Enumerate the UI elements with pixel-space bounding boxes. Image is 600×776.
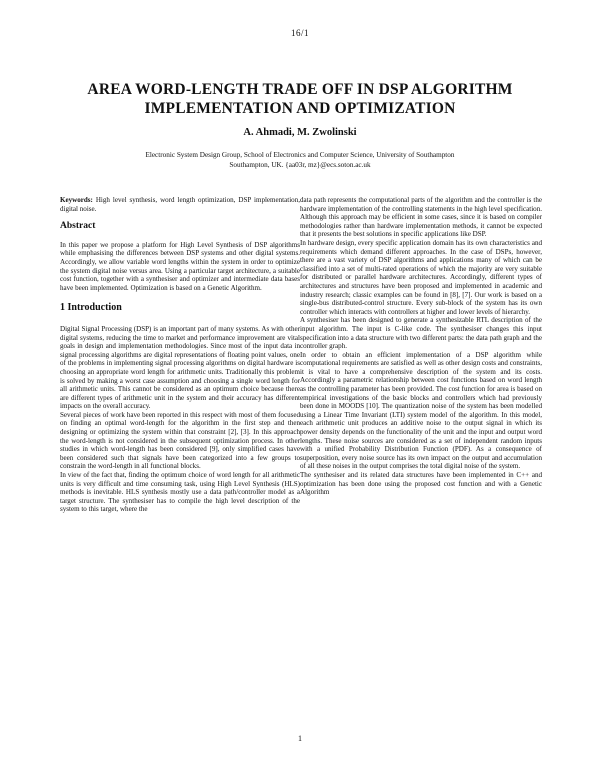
paper-title: AREA WORD-LENGTH TRADE OFF IN DSP ALGORITHM IMPLEMENTATION AND OPTIMIZATION bbox=[87, 81, 513, 117]
keywords bbox=[60, 196, 300, 213]
body-paragraph: The synthesiser and its related data structures have been implemented in C++ and optimization has been done using the proposed cost function and with a Genetic Algorithm bbox=[300, 471, 542, 497]
body-paragraph: A synthesiser has been designed to generate a synthesizable RTL description of the input algorithm. The input is C-like code. The synthesiser changes this input specification into a data structure with two different parts: the data path graph and the controller graph. bbox=[300, 316, 542, 351]
page-number-top: 16/1 bbox=[290, 28, 309, 38]
affiliation-line-1: Electronic System Design Group, School of Electronics and Computer Science, University of Southampton bbox=[145, 151, 455, 159]
introduction-heading: 1 Introduction bbox=[60, 302, 122, 314]
paper-authors: A. Ahmadi, M. Zwolinski bbox=[243, 127, 357, 138]
abstract-text: In this paper we propose a platform for High Level Synthesis of DSP algorithms while emphasising the differences between DSP systems and other digital systems. Accordingly, we allow variable word lengths within the system in order to optimize the system digital noise versus area. Using a particular target architecture, a suitable cost function, together with a synthesiser and optimizer and intermediate data bases have been implemented. Optimization is based on a Genetic Algorithm. bbox=[60, 240, 300, 292]
left-column bbox=[60, 196, 300, 514]
intro-paragraph: In view of the fact that, finding the optimum choice of word length for all arithmetic units is very difficult and time consuming task, using High Level Synthesis (HLS) methods is inevitable. HLS synthesis mostly use a data path/controller model as a target structure. The synthesiser has to compile the high level description of the system to this target, where the bbox=[60, 471, 300, 514]
page-number-bottom: 1 bbox=[298, 734, 302, 743]
author-affiliation bbox=[80, 150, 520, 170]
body-paragraph: In hardware design, every specific application domain has its own characteristics and requirements which demand different approaches. In the case of DSPs, however, there are a vast variety of DSP algorithms and applications many of which can be classified into a set of multi-rated operations of which the majority are very suitable for distributed or parallel hardware architectures. Accordingly, different types of architectures and structures have been proposed and implemented in academic and industry research; classic examples can be found in [8], [7]. Our work is based on a single-bus distributed-control structure. Every sub-block of the system has its own controller which interacts with controllers at higher and lower levels of hierarchy. bbox=[300, 238, 542, 316]
body-paragraph: data path represents the computational parts of the algorithm and the controller is the hardware implementation of the controlling statements in the high level specification. Although this approach may be efficient in some cases, since it is based on compiler methodologies rather than hardware implementation methods, it cannot be expected that it presents the best solutions in specific applications like DSP. bbox=[300, 196, 542, 239]
keywords-label: Keywords: bbox=[60, 196, 93, 204]
affiliation-line-2: Southampton, UK. {aa03r, mz}@ecs.soton.ac.uk bbox=[229, 161, 371, 169]
body-paragraph: In order to obtain an efficient implementation of a DSP algorithm while computational requirements are satisfied as well as other design costs and constraints, it is vital to have a comprehensive description of the system and its costs. Accordingly a parametric relationship between cost functions based on word length as the controlling parameter has been provided. The cost function for area is based on empirical investigations of the basic blocks and controllers which had previously been done in MOODS [10]. The quantization noise of the system has been modelled using a Linear Time Invariant (LTI) system model of the algorithm. In this model, each arithmetic unit produces an additive noise to the output signal in which its power density depends on the functionality of the unit and the input and output word lengths. These noise sources are considered as a set of independent random inputs with a unified Probability Distribution Function (PDF). As a consequence of superposition, every noise source has its own impact on the output and accumulation of all these noises in the output comprises the total digital noise of the system. bbox=[300, 350, 542, 471]
intro-paragraph: Digital Signal Processing (DSP) is an important part of many systems. As with other digital systems, reducing the time to market and performance improvement are vital goals in design and implementation methodologies. Since most of the input data in signal processing algorithms are digital representations of floating point values, one of the problems in implementing signal processing algorithms on digital hardware is choosing an appropriate word length for arithmetic units. Traditionally this problem is solved by making a worst case assumption and choosing a single word length for all arithmetic units. This cannot be considered as an optimum choice because there are different types of arithmetic unit in the system and their accuracy has different impacts on the overall accuracy. bbox=[60, 324, 300, 411]
intro-paragraph: Several pieces of work have been reported in this respect with most of them focused on finding an optimal word-length for the algorithm in the first step and then designing or optimizing the system within that constraint [2], [3]. In this approach the word-length is not considered in the subsequent optimization process. In other studies in which word-length has been considered [9], only simplified cases have been considered such that signals have been categorized into a few groups to constrain the word-length in all functional blocks. bbox=[60, 410, 300, 471]
right-column bbox=[300, 196, 542, 497]
abstract-heading: Abstract bbox=[60, 221, 96, 232]
keywords-text: High level synthesis, word length optimization, DSP implementation, digital noise. bbox=[60, 196, 300, 213]
